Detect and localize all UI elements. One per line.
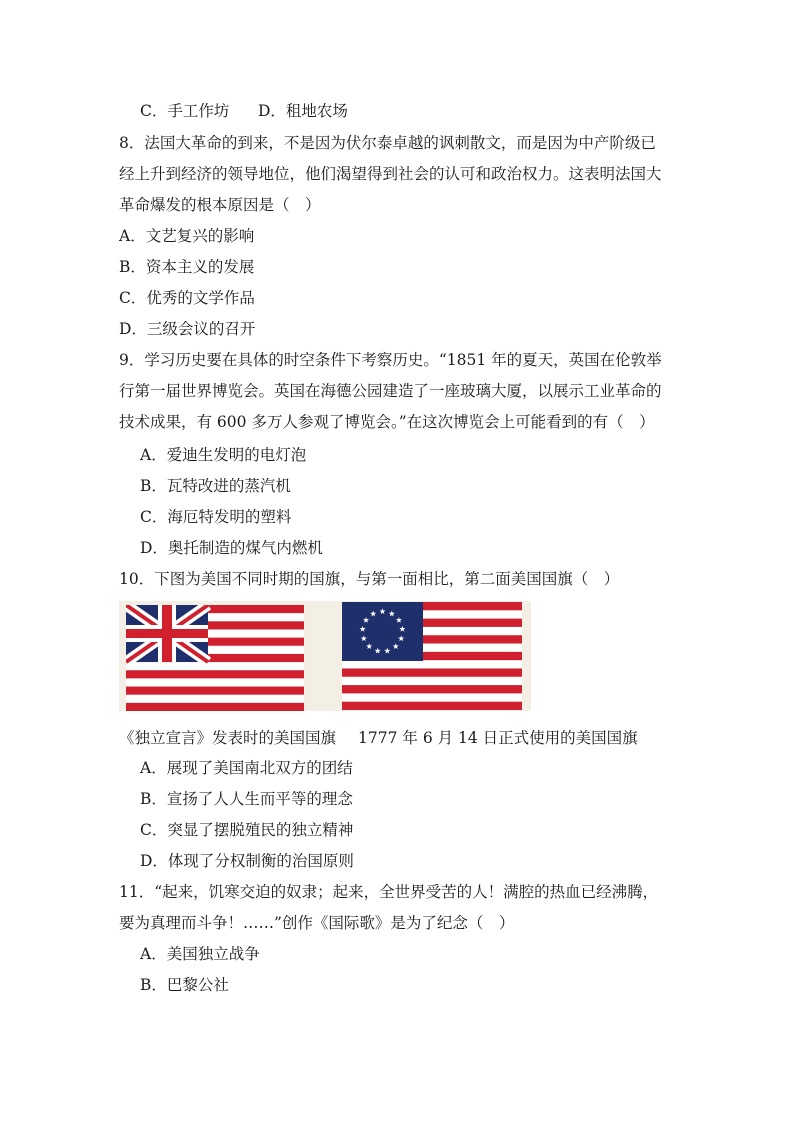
q10-option-b: B．宣扬了人人生而平等的理念 [140, 790, 353, 808]
flag-stripe [126, 687, 304, 695]
q8-option-b: B．资本主义的发展 [119, 258, 255, 276]
q8-stem-line-1: 8．法国大革命的到来，不是因为伏尔泰卓越的讽刺散文，而是因为中产阶级已 [119, 134, 656, 152]
q7-option-d: D．租地农场 [258, 102, 348, 120]
flags-figure [119, 601, 531, 711]
q8-stem-line-3: 革命爆发的根本原因是（ ） [119, 196, 321, 214]
q11-stem-line-2: 要为真理而斗争！……”创作《国际歌》是为了纪念（ ） [119, 914, 515, 932]
q8-option-d: D．三级会议的召开 [119, 320, 256, 338]
q8-option-a: A．文艺复兴的影响 [119, 227, 255, 245]
q8-stem-line-2: 经上升到经济的领导地位，他们渴望得到社会的认可和政治权力。这表明法国大 [119, 165, 662, 183]
flag-stripe [342, 685, 522, 694]
q10-option-c: C．突显了摆脱殖民的独立精神 [140, 821, 354, 839]
q10-option-d: D．体现了分权制衡的治国原则 [140, 852, 354, 870]
flag-stripe [126, 678, 304, 686]
q11-stem-line-1: 11．“起来，饥寒交迫的奴隶；起来，全世界受苦的人！满腔的热血已经沸腾， [119, 883, 659, 901]
flag-stripe [342, 702, 522, 710]
q9-stem-line-1: 9．学习历史要在具体的时空条件下考察历史。“1851 年的夏天，英国在伦敦举 [119, 351, 662, 369]
q10-option-a: A．展现了美国南北双方的团结 [140, 759, 353, 777]
grand-union-flag-image [126, 605, 304, 711]
q10-stem: 10．下图为美国不同时期的国旗，与第一面相比，第二面美国国旗（ ） [119, 570, 620, 588]
flag-stripe [342, 693, 522, 702]
flag-stripe [126, 703, 304, 711]
q7-option-c: C．手工作坊 [140, 102, 230, 120]
q9-option-d: D．奥托制造的煤气内燃机 [140, 539, 323, 557]
q8-option-c: C．优秀的文学作品 [119, 289, 255, 307]
flag-stripe [126, 662, 304, 670]
betsy-ross-flag-image [342, 602, 522, 710]
q9-stem-line-3: 技术成果，有 600 多万人参观了博览会。”在这次博览会上可能看到的有（ ） [119, 413, 655, 431]
flag-stripe [126, 670, 304, 678]
flag-stripe [342, 677, 522, 686]
caption-left: 《独立宣言》发表时的美国国旗 [119, 729, 337, 747]
flag-stripe [342, 668, 522, 677]
q9-option-b: B．瓦特改进的蒸汽机 [140, 477, 291, 495]
q9-option-c: C．海厄特发明的塑料 [140, 508, 292, 526]
caption-right: 1777 年 6 月 14 日正式使用的美国国旗 [358, 729, 638, 747]
flag-stripe [342, 660, 522, 669]
q11-option-a: A．美国独立战争 [140, 945, 260, 963]
q11-option-b: B．巴黎公社 [140, 976, 229, 994]
flag-stripe [126, 695, 304, 703]
q9-option-a: A．爱迪生发明的电灯泡 [140, 446, 307, 464]
q9-stem-line-2: 行第一届世界博览会。英国在海德公园建造了一座玻璃大厦，以展示工业革命的 [119, 382, 662, 400]
flag-captions [119, 726, 638, 748]
